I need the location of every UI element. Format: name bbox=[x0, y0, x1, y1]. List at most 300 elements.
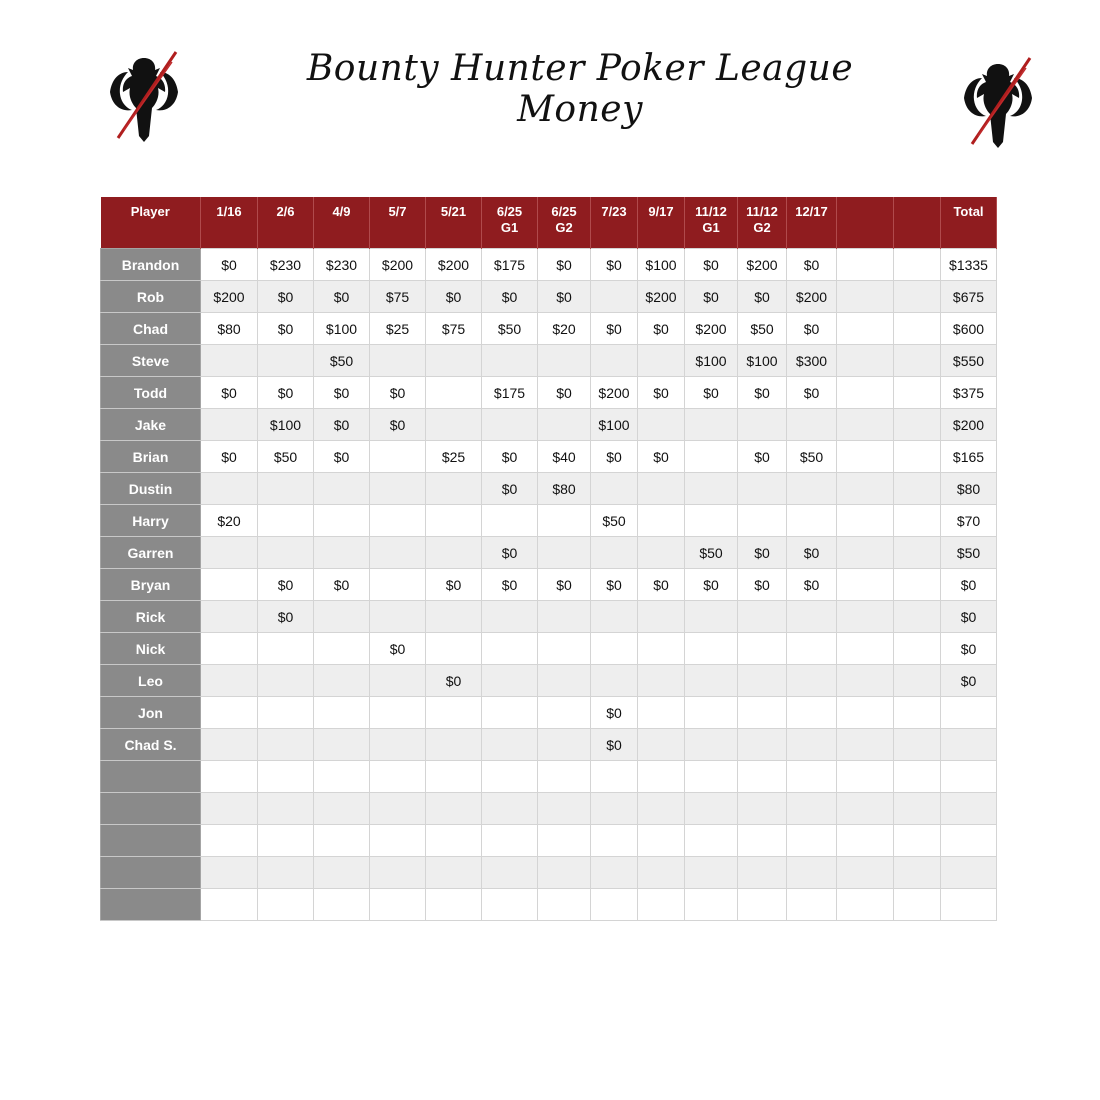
money-cell bbox=[201, 761, 258, 793]
money-cell bbox=[482, 729, 538, 761]
money-cell bbox=[538, 409, 591, 441]
money-cell bbox=[638, 537, 685, 569]
money-cell bbox=[370, 665, 426, 697]
player-name: Rick bbox=[101, 601, 201, 633]
total-cell: $0 bbox=[941, 601, 997, 633]
money-cell bbox=[837, 249, 894, 281]
total-cell: $50 bbox=[941, 537, 997, 569]
money-cell bbox=[787, 825, 837, 857]
player-name: Harry bbox=[101, 505, 201, 537]
money-cell bbox=[738, 409, 787, 441]
money-cell bbox=[201, 697, 258, 729]
money-cell bbox=[538, 601, 591, 633]
money-cell bbox=[894, 409, 941, 441]
money-cell: $50 bbox=[482, 313, 538, 345]
money-cell bbox=[738, 793, 787, 825]
money-cell: $80 bbox=[538, 473, 591, 505]
money-cell: $200 bbox=[370, 249, 426, 281]
money-cell bbox=[638, 665, 685, 697]
money-cell bbox=[201, 825, 258, 857]
money-cell bbox=[482, 601, 538, 633]
total-cell: $0 bbox=[941, 569, 997, 601]
money-cell bbox=[370, 857, 426, 889]
money-cell bbox=[482, 345, 538, 377]
money-cell: $0 bbox=[787, 377, 837, 409]
money-cell bbox=[538, 793, 591, 825]
money-cell bbox=[591, 665, 638, 697]
money-cell bbox=[638, 633, 685, 665]
money-cell bbox=[787, 761, 837, 793]
total-cell: $600 bbox=[941, 313, 997, 345]
money-cell bbox=[894, 601, 941, 633]
money-cell bbox=[370, 889, 426, 921]
money-cell: $0 bbox=[482, 281, 538, 313]
column-header: 2/6 bbox=[258, 197, 314, 249]
money-cell bbox=[370, 441, 426, 473]
money-cell bbox=[638, 857, 685, 889]
money-cell bbox=[894, 249, 941, 281]
money-cell: $100 bbox=[738, 345, 787, 377]
money-cell bbox=[837, 473, 894, 505]
money-cell bbox=[591, 345, 638, 377]
money-table bbox=[100, 197, 997, 921]
money-cell bbox=[538, 761, 591, 793]
money-cell bbox=[894, 537, 941, 569]
table-row bbox=[101, 505, 997, 537]
money-cell: $0 bbox=[591, 441, 638, 473]
money-cell: $175 bbox=[482, 377, 538, 409]
money-cell bbox=[894, 793, 941, 825]
money-cell bbox=[482, 697, 538, 729]
money-cell: $0 bbox=[538, 249, 591, 281]
money-cell bbox=[787, 505, 837, 537]
column-header: 5/7 bbox=[370, 197, 426, 249]
money-cell bbox=[685, 729, 738, 761]
total-cell: $675 bbox=[941, 281, 997, 313]
player-name: Jake bbox=[101, 409, 201, 441]
money-cell bbox=[201, 409, 258, 441]
money-cell bbox=[426, 345, 482, 377]
player-name: Brian bbox=[101, 441, 201, 473]
money-cell bbox=[685, 601, 738, 633]
money-cell bbox=[201, 889, 258, 921]
money-cell bbox=[638, 409, 685, 441]
money-cell bbox=[426, 473, 482, 505]
money-cell bbox=[685, 633, 738, 665]
money-cell bbox=[201, 537, 258, 569]
money-cell: $200 bbox=[787, 281, 837, 313]
money-cell bbox=[538, 857, 591, 889]
money-cell: $20 bbox=[538, 313, 591, 345]
money-cell: $100 bbox=[314, 313, 370, 345]
money-cell bbox=[591, 825, 638, 857]
money-cell bbox=[426, 729, 482, 761]
money-cell: $200 bbox=[685, 313, 738, 345]
money-cell bbox=[591, 537, 638, 569]
money-cell bbox=[370, 729, 426, 761]
money-cell: $200 bbox=[738, 249, 787, 281]
money-cell bbox=[894, 857, 941, 889]
money-cell: $80 bbox=[201, 313, 258, 345]
money-cell bbox=[638, 761, 685, 793]
table-row bbox=[101, 473, 997, 505]
money-cell: $0 bbox=[258, 601, 314, 633]
money-cell bbox=[591, 633, 638, 665]
money-cell bbox=[370, 793, 426, 825]
money-cell bbox=[685, 761, 738, 793]
money-cell bbox=[370, 537, 426, 569]
money-cell: $0 bbox=[201, 441, 258, 473]
player-name: Jon bbox=[101, 697, 201, 729]
money-cell: $50 bbox=[314, 345, 370, 377]
mythosaur-skull-icon bbox=[960, 54, 1036, 150]
money-cell: $0 bbox=[591, 249, 638, 281]
column-header: 11/12 G1 bbox=[685, 197, 738, 249]
money-cell bbox=[685, 857, 738, 889]
money-cell: $20 bbox=[201, 505, 258, 537]
money-cell: $0 bbox=[201, 377, 258, 409]
money-cell bbox=[787, 601, 837, 633]
money-cell bbox=[426, 377, 482, 409]
total-cell: $375 bbox=[941, 377, 997, 409]
money-cell bbox=[426, 889, 482, 921]
column-header: 5/21 bbox=[426, 197, 482, 249]
column-header: 6/25 G1 bbox=[482, 197, 538, 249]
money-cell bbox=[258, 697, 314, 729]
money-cell bbox=[258, 473, 314, 505]
money-cell bbox=[426, 857, 482, 889]
total-cell bbox=[941, 857, 997, 889]
money-cell bbox=[482, 825, 538, 857]
money-cell bbox=[201, 345, 258, 377]
header-row bbox=[101, 197, 997, 249]
money-cell bbox=[538, 665, 591, 697]
money-cell: $0 bbox=[685, 281, 738, 313]
money-cell: $50 bbox=[738, 313, 787, 345]
money-cell bbox=[314, 793, 370, 825]
money-cell bbox=[685, 889, 738, 921]
money-cell bbox=[538, 537, 591, 569]
table-row bbox=[101, 857, 997, 889]
player-name bbox=[101, 889, 201, 921]
money-cell bbox=[738, 505, 787, 537]
money-cell bbox=[837, 345, 894, 377]
total-cell bbox=[941, 697, 997, 729]
money-cell bbox=[638, 793, 685, 825]
money-cell bbox=[685, 825, 738, 857]
table-row bbox=[101, 345, 997, 377]
total-cell: $550 bbox=[941, 345, 997, 377]
money-cell bbox=[201, 601, 258, 633]
table-row bbox=[101, 569, 997, 601]
money-cell bbox=[258, 665, 314, 697]
total-cell bbox=[941, 825, 997, 857]
money-cell bbox=[738, 857, 787, 889]
table-row bbox=[101, 537, 997, 569]
money-cell bbox=[370, 569, 426, 601]
money-cell bbox=[894, 377, 941, 409]
money-cell: $0 bbox=[685, 569, 738, 601]
money-cell bbox=[837, 505, 894, 537]
money-cell bbox=[638, 697, 685, 729]
table-row bbox=[101, 601, 997, 633]
money-cell: $0 bbox=[787, 313, 837, 345]
table-row bbox=[101, 633, 997, 665]
money-cell: $200 bbox=[201, 281, 258, 313]
money-cell: $230 bbox=[258, 249, 314, 281]
money-cell bbox=[201, 857, 258, 889]
money-cell bbox=[837, 281, 894, 313]
money-cell: $0 bbox=[314, 281, 370, 313]
money-cell: $200 bbox=[426, 249, 482, 281]
money-cell: $0 bbox=[738, 569, 787, 601]
money-cell bbox=[426, 633, 482, 665]
money-cell: $230 bbox=[314, 249, 370, 281]
money-cell bbox=[894, 281, 941, 313]
table-row bbox=[101, 825, 997, 857]
money-cell bbox=[258, 793, 314, 825]
money-cell bbox=[894, 761, 941, 793]
money-cell bbox=[426, 537, 482, 569]
money-cell bbox=[370, 601, 426, 633]
money-cell: $200 bbox=[591, 377, 638, 409]
money-cell bbox=[370, 825, 426, 857]
player-name: Nick bbox=[101, 633, 201, 665]
money-cell: $0 bbox=[538, 377, 591, 409]
money-cell bbox=[894, 697, 941, 729]
money-cell bbox=[258, 505, 314, 537]
table-row bbox=[101, 409, 997, 441]
money-cell bbox=[258, 537, 314, 569]
money-cell bbox=[201, 729, 258, 761]
money-cell: $0 bbox=[370, 409, 426, 441]
money-cell bbox=[591, 473, 638, 505]
money-cell: $0 bbox=[258, 281, 314, 313]
column-header: 4/9 bbox=[314, 197, 370, 249]
money-cell: $75 bbox=[426, 313, 482, 345]
money-cell bbox=[638, 473, 685, 505]
money-cell: $50 bbox=[591, 505, 638, 537]
money-cell: $75 bbox=[370, 281, 426, 313]
money-cell bbox=[738, 697, 787, 729]
money-cell bbox=[426, 793, 482, 825]
money-cell bbox=[538, 505, 591, 537]
money-cell: $0 bbox=[426, 665, 482, 697]
money-cell: $0 bbox=[482, 569, 538, 601]
money-cell bbox=[738, 889, 787, 921]
money-cell bbox=[638, 729, 685, 761]
money-cell bbox=[787, 473, 837, 505]
money-cell bbox=[638, 601, 685, 633]
money-cell bbox=[482, 633, 538, 665]
total-cell: $80 bbox=[941, 473, 997, 505]
money-cell bbox=[894, 345, 941, 377]
money-cell bbox=[837, 857, 894, 889]
money-cell bbox=[482, 409, 538, 441]
player-name: Bryan bbox=[101, 569, 201, 601]
money-cell bbox=[685, 697, 738, 729]
money-cell bbox=[258, 633, 314, 665]
money-cell bbox=[370, 505, 426, 537]
money-cell bbox=[482, 505, 538, 537]
money-cell: $100 bbox=[258, 409, 314, 441]
money-cell bbox=[837, 825, 894, 857]
money-cell bbox=[837, 889, 894, 921]
money-cell bbox=[314, 697, 370, 729]
player-name: Brandon bbox=[101, 249, 201, 281]
money-cell bbox=[685, 441, 738, 473]
money-cell bbox=[685, 793, 738, 825]
money-cell: $0 bbox=[426, 281, 482, 313]
total-cell: $0 bbox=[941, 665, 997, 697]
money-cell bbox=[738, 633, 787, 665]
money-cell bbox=[685, 665, 738, 697]
money-cell bbox=[426, 409, 482, 441]
money-cell bbox=[591, 857, 638, 889]
money-cell bbox=[201, 569, 258, 601]
money-cell: $0 bbox=[258, 313, 314, 345]
total-cell bbox=[941, 889, 997, 921]
total-cell: $1335 bbox=[941, 249, 997, 281]
money-cell bbox=[426, 825, 482, 857]
money-cell bbox=[837, 313, 894, 345]
money-cell: $0 bbox=[482, 537, 538, 569]
column-header: 6/25 G2 bbox=[538, 197, 591, 249]
money-cell bbox=[258, 729, 314, 761]
column-header bbox=[894, 197, 941, 249]
money-cell bbox=[837, 377, 894, 409]
column-header: 1/16 bbox=[201, 197, 258, 249]
money-cell bbox=[894, 505, 941, 537]
money-cell bbox=[738, 729, 787, 761]
player-name bbox=[101, 793, 201, 825]
money-cell bbox=[201, 473, 258, 505]
money-cell bbox=[314, 473, 370, 505]
money-cell: $300 bbox=[787, 345, 837, 377]
money-cell bbox=[591, 281, 638, 313]
money-cell: $0 bbox=[638, 313, 685, 345]
money-cell bbox=[685, 505, 738, 537]
money-cell: $100 bbox=[685, 345, 738, 377]
money-cell: $50 bbox=[685, 537, 738, 569]
money-cell bbox=[538, 825, 591, 857]
table-row bbox=[101, 889, 997, 921]
money-cell: $25 bbox=[370, 313, 426, 345]
money-cell bbox=[201, 665, 258, 697]
money-cell bbox=[258, 761, 314, 793]
money-cell bbox=[787, 409, 837, 441]
money-cell bbox=[314, 505, 370, 537]
money-cell bbox=[638, 345, 685, 377]
money-cell bbox=[314, 889, 370, 921]
player-name bbox=[101, 761, 201, 793]
money-cell bbox=[685, 473, 738, 505]
money-cell bbox=[837, 409, 894, 441]
column-header bbox=[837, 197, 894, 249]
money-cell bbox=[894, 633, 941, 665]
money-cell bbox=[370, 345, 426, 377]
money-cell bbox=[370, 697, 426, 729]
money-cell: $0 bbox=[685, 249, 738, 281]
money-cell: $0 bbox=[258, 377, 314, 409]
money-cell bbox=[482, 793, 538, 825]
player-name bbox=[101, 825, 201, 857]
money-cell: $200 bbox=[638, 281, 685, 313]
money-cell: $0 bbox=[370, 377, 426, 409]
money-cell: $0 bbox=[787, 569, 837, 601]
player-name: Garren bbox=[101, 537, 201, 569]
money-cell: $0 bbox=[591, 313, 638, 345]
money-cell bbox=[201, 633, 258, 665]
money-cell bbox=[638, 889, 685, 921]
total-cell bbox=[941, 729, 997, 761]
column-header-player: Player bbox=[101, 197, 201, 249]
money-cell bbox=[837, 761, 894, 793]
money-cell bbox=[837, 697, 894, 729]
money-cell: $0 bbox=[787, 537, 837, 569]
money-cell: $0 bbox=[638, 441, 685, 473]
money-cell: $0 bbox=[638, 569, 685, 601]
money-cell bbox=[426, 761, 482, 793]
money-cell: $0 bbox=[314, 409, 370, 441]
total-cell: $200 bbox=[941, 409, 997, 441]
player-name: Chad bbox=[101, 313, 201, 345]
money-cell bbox=[638, 505, 685, 537]
money-cell bbox=[314, 857, 370, 889]
money-cell bbox=[591, 601, 638, 633]
money-cell: $0 bbox=[482, 473, 538, 505]
table-row bbox=[101, 665, 997, 697]
money-cell bbox=[201, 793, 258, 825]
column-header: 9/17 bbox=[638, 197, 685, 249]
money-cell bbox=[837, 569, 894, 601]
total-cell bbox=[941, 793, 997, 825]
money-cell bbox=[894, 569, 941, 601]
money-cell bbox=[482, 665, 538, 697]
money-cell bbox=[426, 697, 482, 729]
money-cell bbox=[738, 665, 787, 697]
money-cell bbox=[787, 889, 837, 921]
money-cell: $0 bbox=[538, 281, 591, 313]
money-cell: $0 bbox=[258, 569, 314, 601]
money-cell bbox=[638, 825, 685, 857]
table-row bbox=[101, 249, 997, 281]
money-cell: $40 bbox=[538, 441, 591, 473]
player-name: Chad S. bbox=[101, 729, 201, 761]
money-cell: $0 bbox=[538, 569, 591, 601]
money-cell bbox=[314, 633, 370, 665]
money-cell: $0 bbox=[738, 441, 787, 473]
money-cell bbox=[482, 889, 538, 921]
money-cell bbox=[370, 761, 426, 793]
money-cell bbox=[738, 761, 787, 793]
money-cell: $0 bbox=[482, 441, 538, 473]
money-cell bbox=[370, 473, 426, 505]
money-cell bbox=[894, 825, 941, 857]
money-cell bbox=[894, 665, 941, 697]
money-cell bbox=[314, 601, 370, 633]
money-cell bbox=[258, 825, 314, 857]
money-cell: $100 bbox=[638, 249, 685, 281]
player-name: Rob bbox=[101, 281, 201, 313]
money-cell bbox=[538, 633, 591, 665]
money-cell: $0 bbox=[591, 569, 638, 601]
money-cell bbox=[894, 313, 941, 345]
money-cell bbox=[738, 601, 787, 633]
money-cell bbox=[837, 633, 894, 665]
table-row bbox=[101, 761, 997, 793]
money-cell: $175 bbox=[482, 249, 538, 281]
